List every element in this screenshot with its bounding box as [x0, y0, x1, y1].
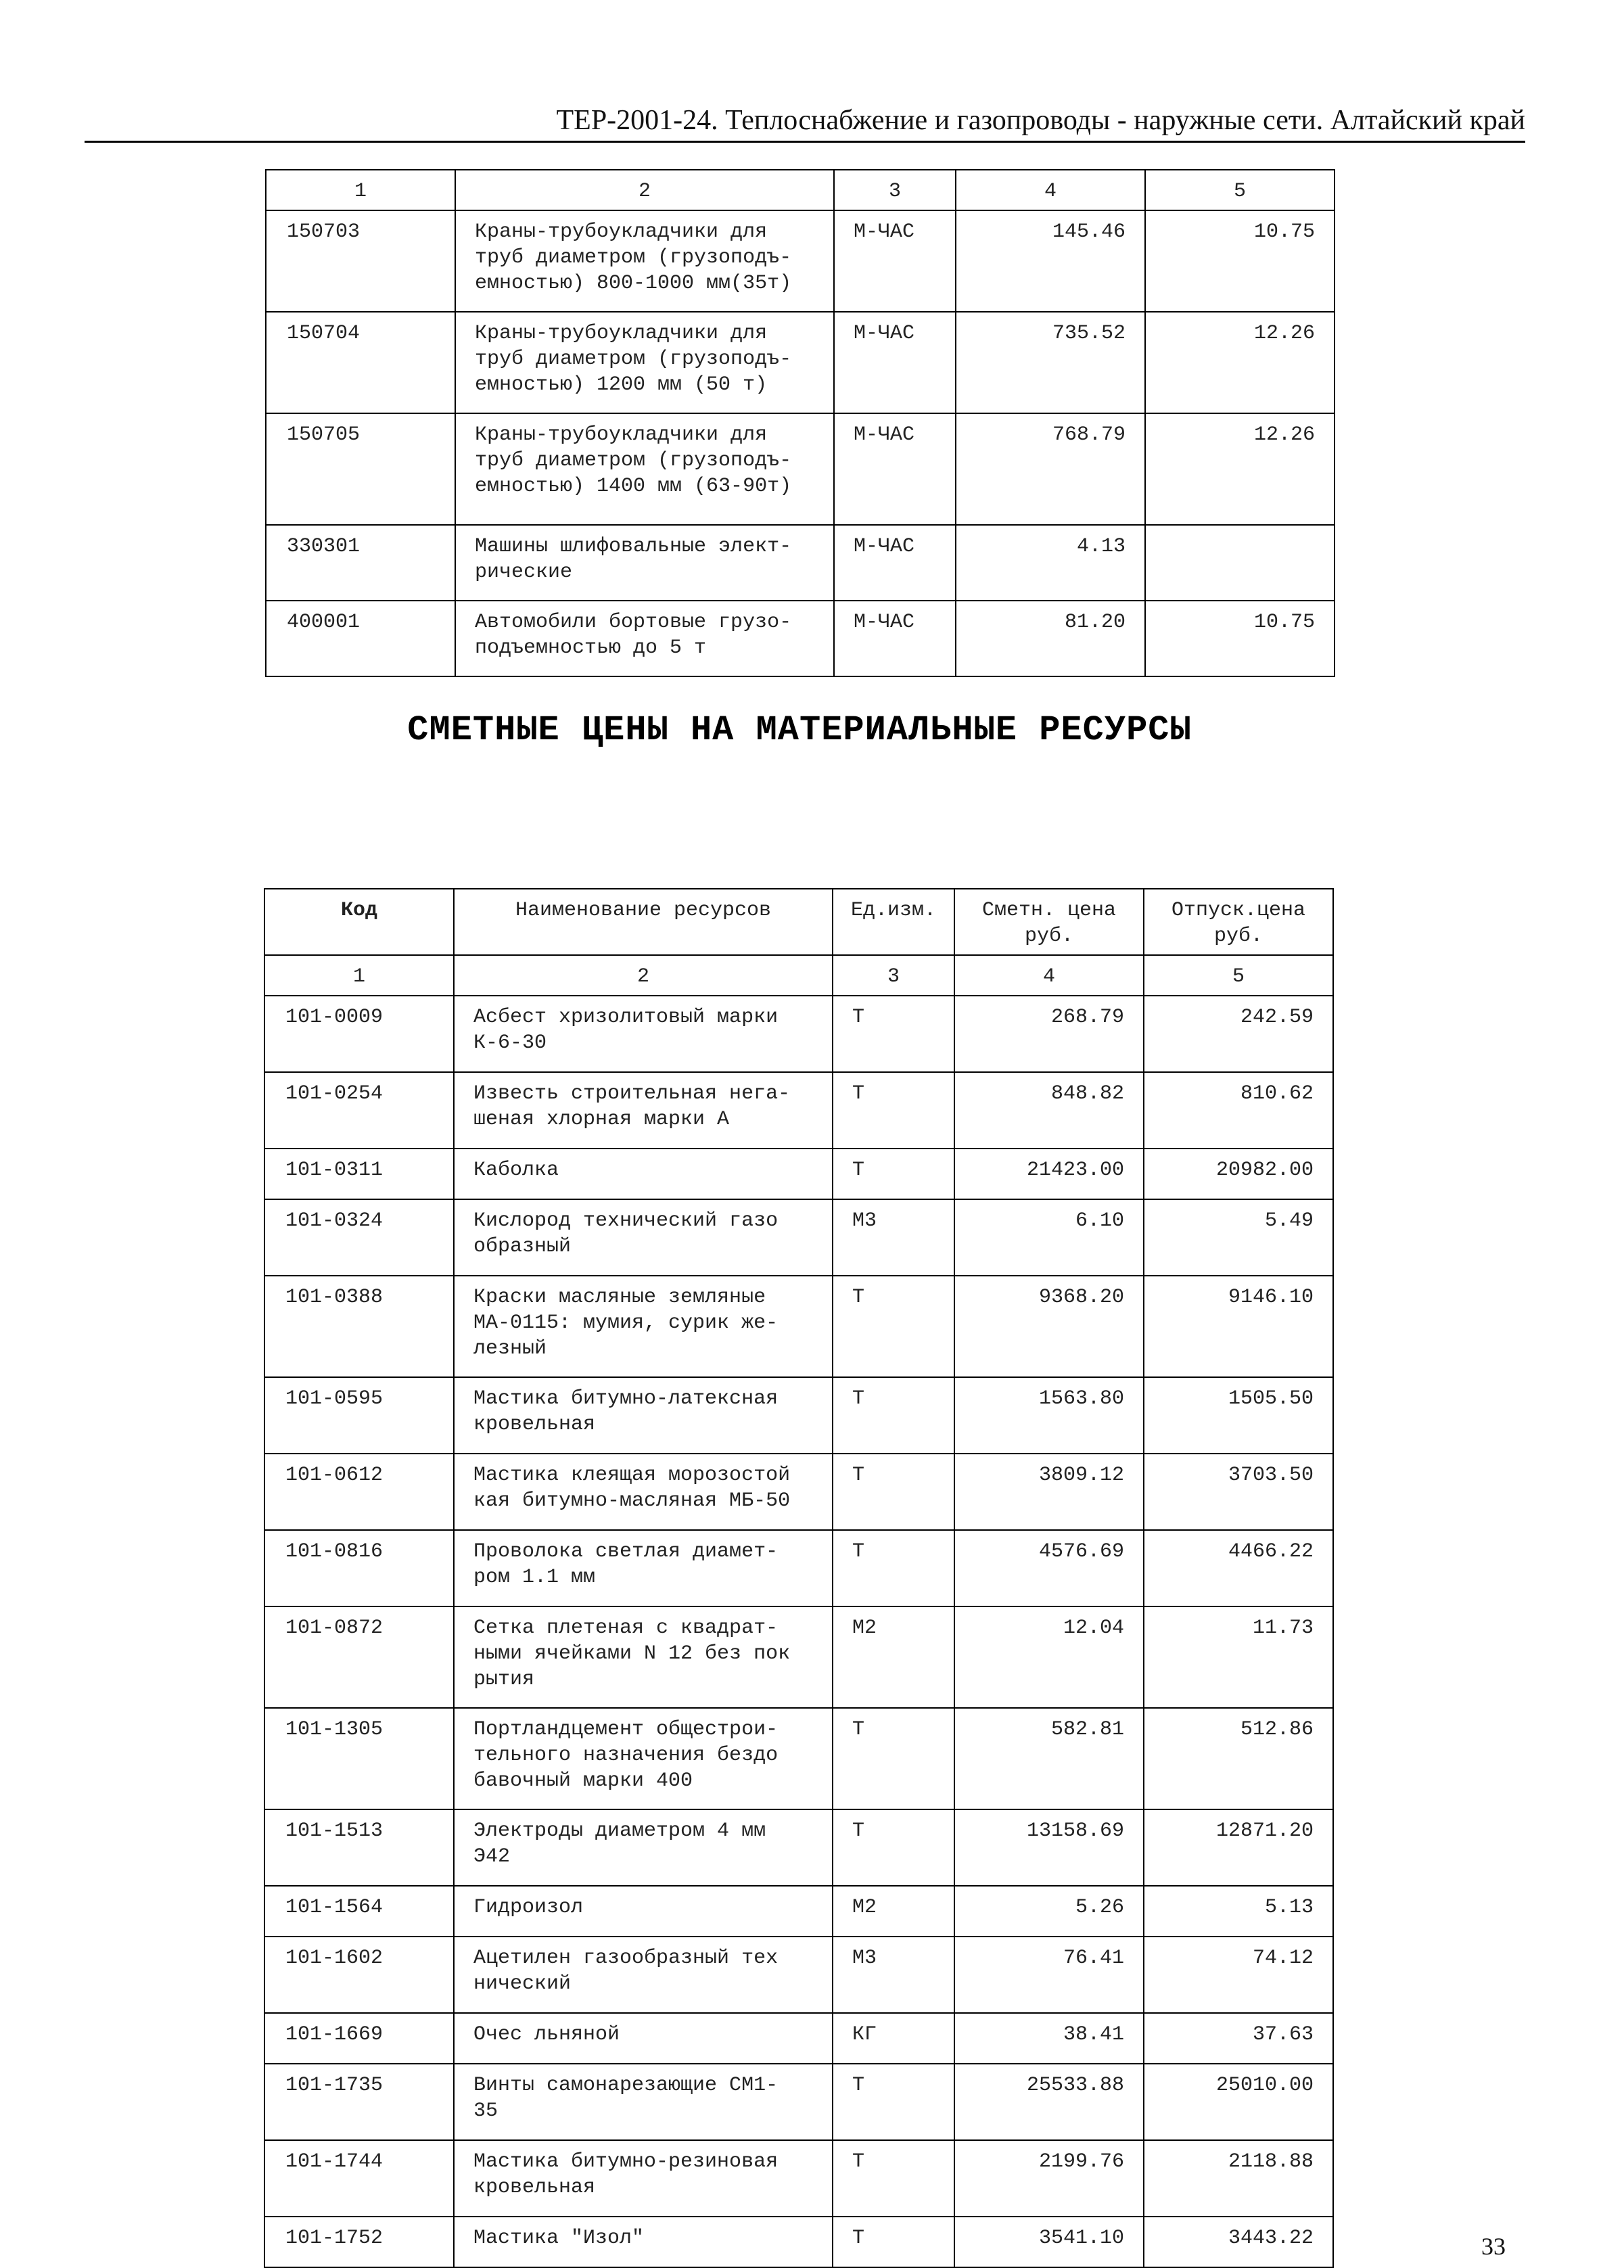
name-cell: Мастика битумно-латексная кровельная [454, 1377, 833, 1454]
release-price-cell: 20982.00 [1144, 1149, 1333, 1199]
column-number: 2 [454, 955, 833, 996]
table-row [264, 1530, 1333, 1606]
name-cell: Проволока светлая диамет- ром 1.1 мм [454, 1530, 833, 1606]
page-number: 33 [1481, 2233, 1506, 2260]
release-price-cell: 3703.50 [1144, 1454, 1333, 1530]
unit-cell: Т [833, 1072, 954, 1149]
unit-cell: Т [833, 1809, 954, 1886]
table-row [266, 210, 1335, 312]
code-cell: 150705 [266, 413, 455, 525]
table-row [264, 1886, 1333, 1937]
estimate-price-cell: 582.81 [954, 1708, 1144, 1809]
name-cell: Краны-трубоукладчики для труб диаметром (грузоподъ- емностью) 1400 мм (63-90т) [455, 413, 834, 525]
unit-cell: М3 [833, 1199, 954, 1276]
unit-cell: М2 [833, 1886, 954, 1937]
unit-cell: М-ЧАС [834, 413, 956, 525]
unit-cell: КГ [833, 2013, 954, 2064]
release-price-cell: 4466.22 [1144, 1530, 1333, 1606]
code-cell: 330301 [266, 525, 455, 601]
code-cell: 101-0612 [264, 1454, 454, 1530]
wage-cell: 12.26 [1145, 413, 1335, 525]
price-cell: 81.20 [956, 601, 1145, 676]
wage-cell: 10.75 [1145, 601, 1335, 676]
code-cell: 101-0595 [264, 1377, 454, 1454]
table-row [266, 601, 1335, 676]
unit-cell: Т [833, 1530, 954, 1606]
name-cell: Кислород технический газо образный [454, 1199, 833, 1276]
machines-table [265, 169, 1335, 677]
column-number: 3 [833, 955, 954, 996]
estimate-price-cell: 9368.20 [954, 1276, 1144, 1377]
code-cell: 101-1744 [264, 2140, 454, 2217]
release-price-cell: 1505.50 [1144, 1377, 1333, 1454]
name-cell: Мастика битумно-резиновая кровельная [454, 2140, 833, 2217]
price-cell: 768.79 [956, 413, 1145, 525]
name-cell: Винты самонарезающие СМ1- 35 [454, 2064, 833, 2140]
unit-cell: Т [833, 996, 954, 1072]
table-row [266, 525, 1335, 601]
column-number: 4 [954, 955, 1144, 996]
page-header [85, 100, 1525, 143]
release-price-cell: 5.13 [1144, 1886, 1333, 1937]
column-number: 1 [264, 955, 454, 996]
table-row [264, 1276, 1333, 1377]
code-cell: 101-1669 [264, 2013, 454, 2064]
code-cell: 101-1513 [264, 1809, 454, 1886]
estimate-price-cell: 4576.69 [954, 1530, 1144, 1606]
name-cell: Сетка плетеная с квадрат- ными ячейками N 12 без пок рытия [454, 1606, 833, 1708]
code-cell: 101-1564 [264, 1886, 454, 1937]
name-cell: Краны-трубоукладчики для труб диаметром (грузоподъ- емностью) 1200 мм (50 т) [455, 312, 834, 413]
name-cell: Портландцемент общестрои- тельного назначения бездо бавочный марки 400 [454, 1708, 833, 1809]
column-number: 2 [455, 170, 834, 210]
unit-cell: М-ЧАС [834, 601, 956, 676]
table-row [264, 1072, 1333, 1149]
estimate-price-cell: 76.41 [954, 1937, 1144, 2013]
code-cell: 101-0324 [264, 1199, 454, 1276]
unit-cell: М-ЧАС [834, 210, 956, 312]
code-cell: 101-1305 [264, 1708, 454, 1809]
code-cell: 400001 [266, 601, 455, 676]
estimate-price-cell: 5.26 [954, 1886, 1144, 1937]
release-price-cell: 25010.00 [1144, 2064, 1333, 2140]
estimate-price-cell: 268.79 [954, 996, 1144, 1072]
table-row [264, 1937, 1333, 2013]
estimate-price-cell: 848.82 [954, 1072, 1144, 1149]
code-cell: 101-1752 [264, 2217, 454, 2267]
code-cell: 101-0872 [264, 1606, 454, 1708]
code-cell: 101-0816 [264, 1530, 454, 1606]
table-row [264, 2064, 1333, 2140]
header-cell: Ед.изм. [833, 889, 954, 955]
header-row [264, 889, 1333, 955]
unit-cell: М-ЧАС [834, 312, 956, 413]
estimate-price-cell: 38.41 [954, 2013, 1144, 2064]
estimate-price-cell: 6.10 [954, 1199, 1144, 1276]
wage-cell [1145, 525, 1335, 601]
unit-cell: Т [833, 2064, 954, 2140]
code-cell: 101-1735 [264, 2064, 454, 2140]
table-row [266, 312, 1335, 413]
table-row [264, 1809, 1333, 1886]
table-row [264, 2140, 1333, 2217]
table-row [264, 1149, 1333, 1199]
release-price-cell: 3443.22 [1144, 2217, 1333, 2267]
column-number: 1 [266, 170, 455, 210]
release-price-cell: 242.59 [1144, 996, 1333, 1072]
header-cell: Наименование ресурсов [454, 889, 833, 955]
table-row [264, 1199, 1333, 1276]
name-cell: Каболка [454, 1149, 833, 1199]
unit-cell: Т [833, 2140, 954, 2217]
unit-cell: М3 [833, 1937, 954, 2013]
name-cell: Мастика "Изол" [454, 2217, 833, 2267]
table-row [264, 996, 1333, 1072]
estimate-price-cell: 3809.12 [954, 1454, 1144, 1530]
header-cell: Отпуск.цена руб. [1144, 889, 1333, 955]
table-row [264, 2217, 1333, 2267]
column-number: 5 [1144, 955, 1333, 996]
name-cell: Машины шлифовальные элект- рические [455, 525, 834, 601]
column-number-row [264, 955, 1333, 996]
unit-cell: М-ЧАС [834, 525, 956, 601]
materials-table [264, 888, 1334, 2268]
estimate-price-cell: 12.04 [954, 1606, 1144, 1708]
unit-cell: Т [833, 1454, 954, 1530]
unit-cell: Т [833, 2217, 954, 2267]
name-cell: Известь строительная нега- шеная хлорная марки А [454, 1072, 833, 1149]
release-price-cell: 12871.20 [1144, 1809, 1333, 1886]
header-cell: Сметн. цена руб. [954, 889, 1144, 955]
code-cell: 150703 [266, 210, 455, 312]
code-cell: 101-0009 [264, 996, 454, 1072]
unit-cell: Т [833, 1276, 954, 1377]
name-cell: Автомобили бортовые грузо- подъемностью до 5 т [455, 601, 834, 676]
name-cell: Гидроизол [454, 1886, 833, 1937]
section-title: СМЕТНЫЕ ЦЕНЫ НА МАТЕРИАЛЬНЫЕ РЕСУРСЫ [407, 710, 1192, 750]
release-price-cell: 2118.88 [1144, 2140, 1333, 2217]
price-cell: 4.13 [956, 525, 1145, 601]
release-price-cell: 74.12 [1144, 1937, 1333, 2013]
header-cell: Код [264, 889, 454, 955]
estimate-price-cell: 1563.80 [954, 1377, 1144, 1454]
name-cell: Ацетилен газообразный тех нический [454, 1937, 833, 2013]
unit-cell: М2 [833, 1606, 954, 1708]
code-cell: 101-0254 [264, 1072, 454, 1149]
estimate-price-cell: 25533.88 [954, 2064, 1144, 2140]
table-row [264, 2013, 1333, 2064]
estimate-price-cell: 2199.76 [954, 2140, 1144, 2217]
release-price-cell: 810.62 [1144, 1072, 1333, 1149]
estimate-price-cell: 13158.69 [954, 1809, 1144, 1886]
wage-cell: 10.75 [1145, 210, 1335, 312]
estimate-price-cell: 21423.00 [954, 1149, 1144, 1199]
code-cell: 101-1602 [264, 1937, 454, 2013]
code-cell: 150704 [266, 312, 455, 413]
release-price-cell: 11.73 [1144, 1606, 1333, 1708]
table-row [266, 413, 1335, 525]
name-cell: Асбест хризолитовый марки К-6-30 [454, 996, 833, 1072]
column-number: 4 [956, 170, 1145, 210]
wage-cell: 12.26 [1145, 312, 1335, 413]
release-price-cell: 512.86 [1144, 1708, 1333, 1809]
name-cell: Краны-трубоукладчики для труб диаметром (грузоподъ- емностью) 800-1000 мм(35т) [455, 210, 834, 312]
code-cell: 101-0311 [264, 1149, 454, 1199]
column-number-row [266, 170, 1335, 210]
release-price-cell: 5.49 [1144, 1199, 1333, 1276]
price-cell: 145.46 [956, 210, 1145, 312]
column-number: 3 [834, 170, 956, 210]
table-row [264, 1454, 1333, 1530]
unit-cell: Т [833, 1377, 954, 1454]
release-price-cell: 9146.10 [1144, 1276, 1333, 1377]
code-cell: 101-0388 [264, 1276, 454, 1377]
table-row [264, 1606, 1333, 1708]
name-cell: Краски масляные земляные МА-0115: мумия, сурик же- лезный [454, 1276, 833, 1377]
name-cell: Электроды диаметром 4 мм Э42 [454, 1809, 833, 1886]
estimate-price-cell: 3541.10 [954, 2217, 1144, 2267]
document-title: ТЕР-2001-24. Теплоснабжение и газопроводы - наружные сети. Алтайский край [556, 105, 1525, 136]
price-cell: 735.52 [956, 312, 1145, 413]
name-cell: Очес льняной [454, 2013, 833, 2064]
release-price-cell: 37.63 [1144, 2013, 1333, 2064]
table-row [264, 1377, 1333, 1454]
name-cell: Мастика клеящая морозостой кая битумно-масляная МБ-50 [454, 1454, 833, 1530]
unit-cell: Т [833, 1149, 954, 1199]
column-number: 5 [1145, 170, 1335, 210]
unit-cell: Т [833, 1708, 954, 1809]
table-row [264, 1708, 1333, 1809]
